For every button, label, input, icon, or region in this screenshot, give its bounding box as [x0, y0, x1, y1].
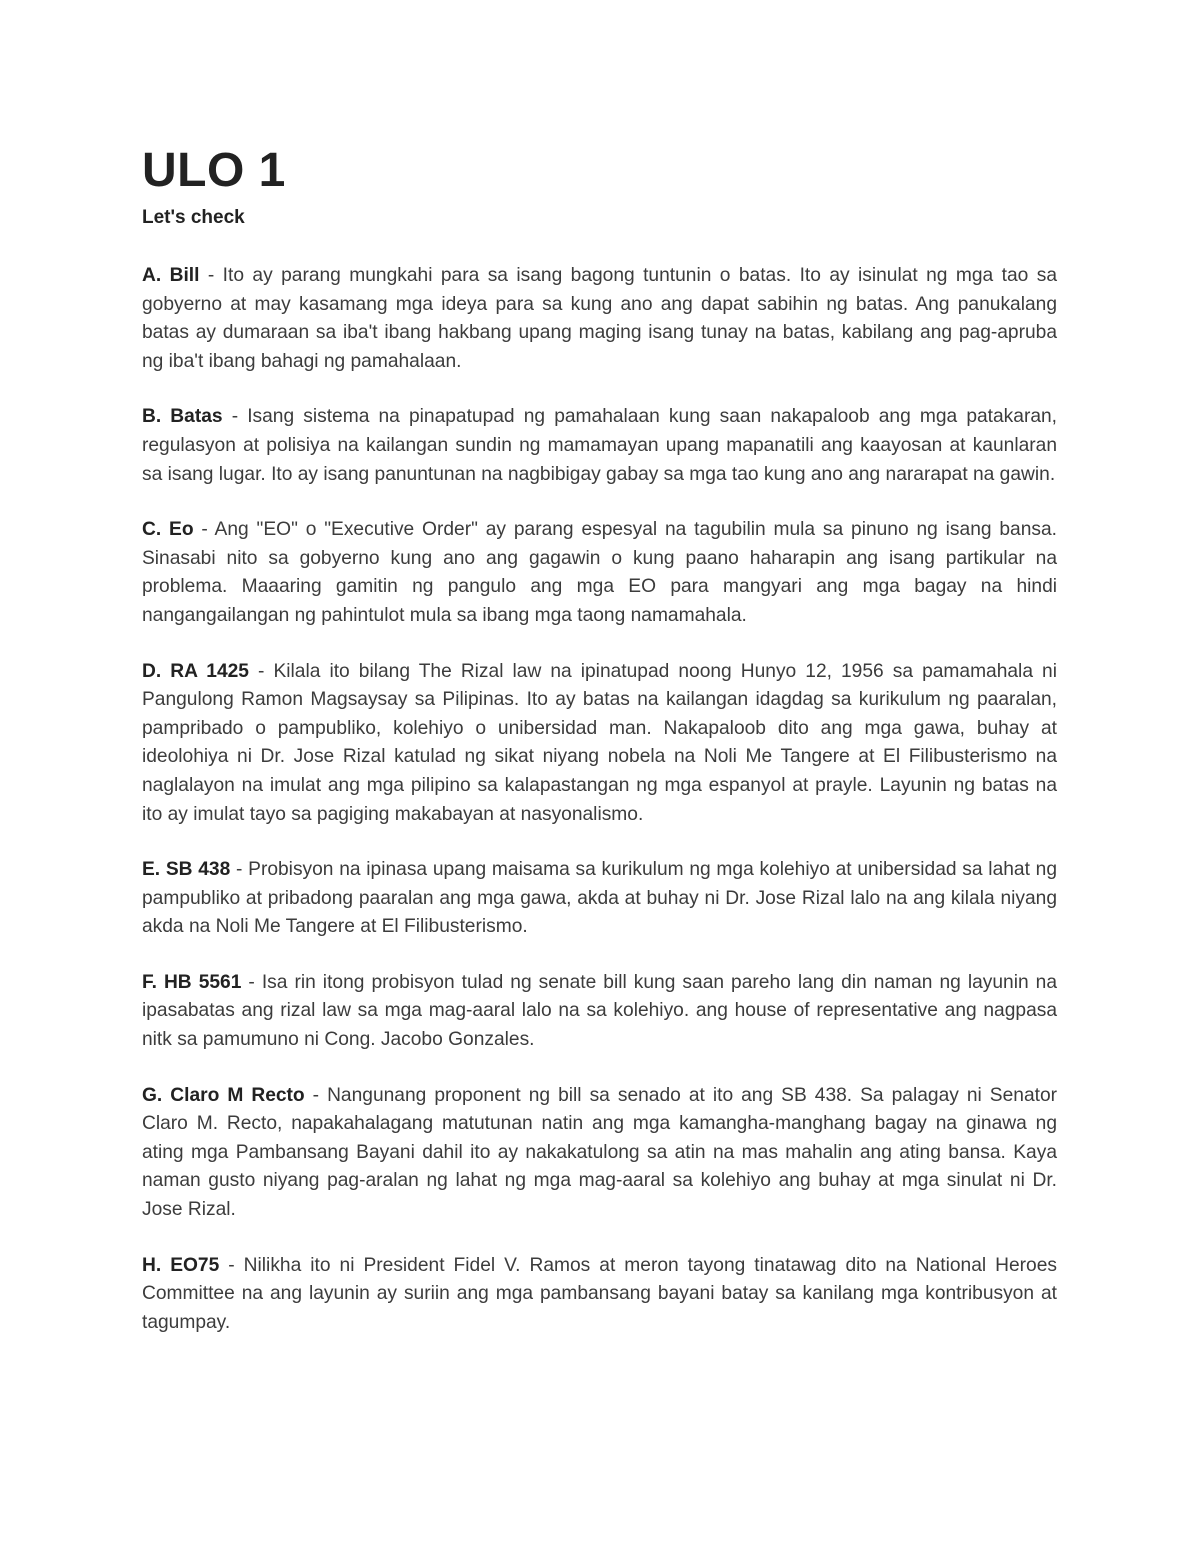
entry-term: B. Batas: [142, 406, 223, 428]
entry-definition: - Kilala ito bilang The Rizal law na ipinatupad noong Hunyo 12, 1956 sa pamamahala ni Pangulong Ramon Magsaysay sa Pilipinas. Ito ay batas na kailangan idagdag sa kurikulum ng paaralan, pampribado o pampubliko, kolehiyo o unibersidad man. Nakapaloob dito ang mga gawa, buhay at ideolohiya ni Dr. Jose Rizal katulad ng sikat niyang nobela na Noli Me Tangere at El Filibusterismo na naglalayon na imulat ang mga pilipino sa kalapastangan ng mga espanyol at prayle. Layunin ng batas na ito ay imulat tayo sa pagiging makabayan at nasyonalismo.: [142, 660, 1057, 825]
entry-definition: - Nilikha ito ni President Fidel V. Ramos at meron tayong tinatawag dito na National Heroes Committee na ang layunin ay suriin ang mga pambansang bayani batay sa kanilang mga kontribusyon at tagumpay.: [142, 1254, 1057, 1333]
definition-list: [142, 262, 1057, 1337]
entry-term: G. Claro M Recto: [142, 1084, 305, 1106]
definition-entry-hb-5561: [142, 969, 1057, 1055]
document-page: [142, 140, 1057, 1364]
document-subtitle: Let's check: [142, 207, 245, 228]
entry-definition: - Ito ay parang mungkahi para sa isang bagong tuntunin o batas. Ito ay isinulat ng mga tao sa gobyerno at may kasamang mga ideya para sa kung ano ang dapat sabihin ng batas. Ang panukalang batas ay dumaraan sa iba't ibang hakbang upang maging isang tunay na batas, kabilang ang pag-apruba ng iba't ibang bahagi ng pamahalaan.: [142, 265, 1057, 372]
definition-entry-eo75: [142, 1252, 1057, 1338]
entry-definition: - Probisyon na ipinasa upang maisama sa kurikulum ng mga kolehiyo at unibersidad sa lahat ng pampubliko at pribadong paaralan ang mga gawa, akda at buhay ni Dr. Jose Rizal lalo na ang kilala niyang akda na Noli Me Tangere at El Filibusterismo.: [142, 859, 1057, 938]
entry-term: D. RA 1425: [142, 660, 249, 682]
definition-entry-batas: [142, 403, 1057, 489]
definition-entry-eo: [142, 516, 1057, 630]
definition-entry-sb-438: [142, 856, 1057, 942]
entry-definition: - Ang "EO" o "Executive Order" ay parang espesyal na tagubilin mula sa pinuno ng isang bansa. Sinasabi nito sa gobyerno kung ano ang gagawin o kung paano haharapin ang isang partikular na problema. Maaaring gamitin ng pangulo ang mga EO para mangyari ang mga bagay na hindi nangangailangan ng pahintulot mula sa ibang mga taong namamahala.: [142, 519, 1057, 626]
definition-entry-ra-1425: [142, 658, 1057, 830]
entry-definition: - Isang sistema na pinapatupad ng pamahalaan kung saan nakapaloob ang mga patakaran, regulasyon at polisiya na kailangan sundin ng mamamayan upang mapanatili ang kaayosan at kaunlaran sa isang lugar. Ito ay isang panuntunan na nagbibigay gabay sa mga tao kung ano ang nararapat na gawin.: [142, 406, 1058, 485]
document-title: ULO 1: [142, 144, 286, 197]
entry-term: F. HB 5561: [142, 971, 242, 993]
entry-term: H. EO75: [142, 1254, 220, 1276]
entry-definition: - Nangunang proponent ng bill sa senado at ito ang SB 438. Sa palagay ni Senator Claro M. Recto, napakahalagang matutunan natin ang mga kamangha-manghang bagay na ginawa ng ating mga Pambansang Bayani dahil ito ay nakakatulong sa atin na mas mahalin ang ating bansa. Kaya naman gusto niyang pag-aralan ng lahat ng mga mag-aaral sa kolehiyo ang buhay at mga sinulat ni Dr. Jose Rizal.: [142, 1084, 1058, 1221]
definition-entry-claro-m-recto: [142, 1082, 1057, 1225]
entry-term: E. SB 438: [142, 859, 231, 881]
definition-entry-bill: [142, 262, 1057, 376]
entry-term: A. Bill: [142, 265, 200, 286]
entry-definition: - Isa rin itong probisyon tulad ng senate bill kung saan pareho lang din naman ng layunin na ipasabatas ang rizal law sa mga mag-aaral lalo na sa kolehiyo. ang house of representative ang nagpasa nitk sa pamumuno ni Cong. Jacobo Gonzales.: [142, 971, 1058, 1051]
entry-term: C. Eo: [142, 519, 194, 541]
